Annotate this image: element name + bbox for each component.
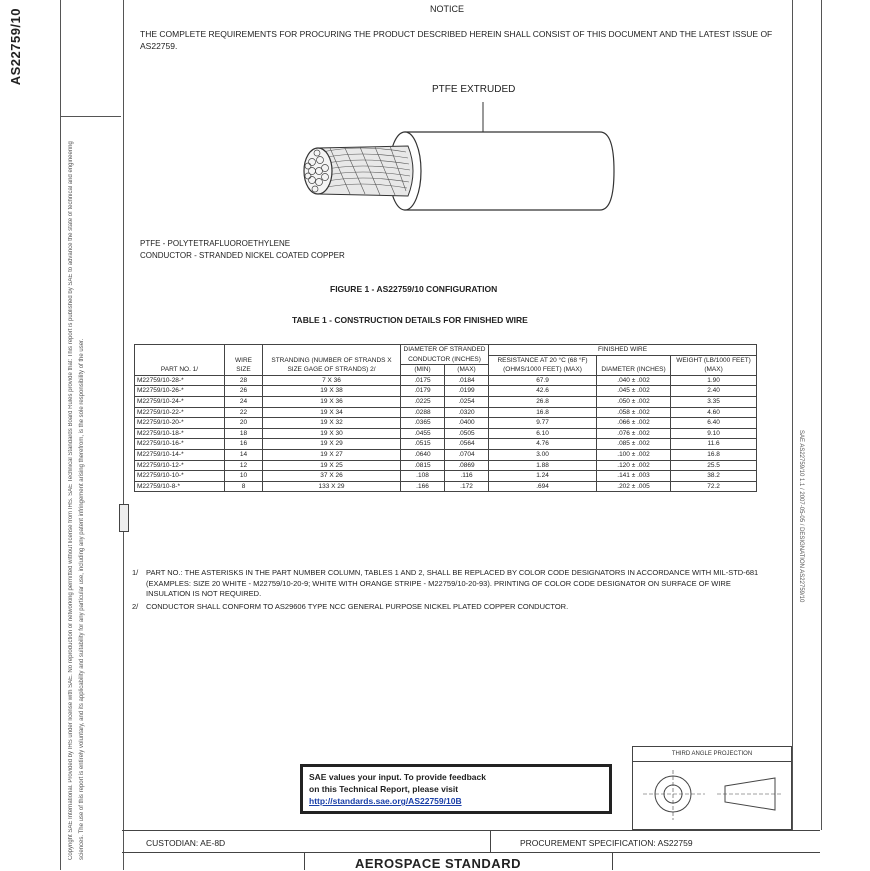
header-resistance: RESISTANCE AT 20 °C (68 °F) (OHMS/1000 FEET) (MAX) <box>489 355 597 375</box>
cell-diameter-min: .0515 <box>401 439 445 450</box>
note-text: CONDUCTOR SHALL CONFORM TO AS29606 TYPE NCC GENERAL PURPOSE NICKEL PLATED COPPER CONDUCTOR. <box>146 601 569 611</box>
cell-part-no: M22759/10-20-* <box>135 418 225 429</box>
cell-diameter-min: .0179 <box>401 386 445 397</box>
projection-box <box>632 746 792 830</box>
cell-resistance: 6.10 <box>489 428 597 439</box>
cell-diameter-max: .0869 <box>445 460 489 471</box>
cell-finished-diameter: .066 ± .002 <box>597 418 671 429</box>
table-row <box>135 481 757 492</box>
cell-resistance: .694 <box>489 481 597 492</box>
cell-resistance: 1.88 <box>489 460 597 471</box>
table-row <box>135 428 757 439</box>
cell-resistance: 26.8 <box>489 396 597 407</box>
custodian-label: CUSTODIAN: AE-8D <box>146 838 226 848</box>
figure-caption: FIGURE 1 - AS22759/10 CONFIGURATION <box>330 284 498 294</box>
cell-wire-size: 16 <box>225 439 263 450</box>
figure-label: PTFE EXTRUDED <box>432 84 516 95</box>
table-row <box>135 386 757 397</box>
cell-diameter-min: .0640 <box>401 449 445 460</box>
cell-wire-size: 12 <box>225 460 263 471</box>
projection-title: THIRD ANGLE PROJECTION <box>633 747 791 762</box>
doc-id: AS22759/10 <box>8 8 23 86</box>
cell-stranding: 19 X 36 <box>263 396 401 407</box>
margin-tab <box>119 504 129 532</box>
table-caption: TABLE 1 - CONSTRUCTION DETAILS FOR FINISHED WIRE <box>292 315 528 325</box>
cell-wire-size: 8 <box>225 481 263 492</box>
cell-diameter-min: .0225 <box>401 396 445 407</box>
cell-finished-diameter: .202 ± .005 <box>597 481 671 492</box>
cell-part-no: M22759/10-8-* <box>135 481 225 492</box>
table-row <box>135 439 757 450</box>
table-row <box>135 418 757 429</box>
cell-resistance: 16.8 <box>489 407 597 418</box>
cell-finished-diameter: .050 ± .002 <box>597 396 671 407</box>
header-stranding: STRANDING (NUMBER OF STRANDS X SIZE GAGE OF STRANDS) 2/ <box>263 345 401 376</box>
cell-resistance: 9.77 <box>489 418 597 429</box>
cell-wire-size: 10 <box>225 471 263 482</box>
cell-part-no: M22759/10-10-* <box>135 471 225 482</box>
footer-column-divider <box>490 830 491 852</box>
cell-finished-diameter: .085 ± .002 <box>597 439 671 450</box>
cell-wire-size: 22 <box>225 407 263 418</box>
footer-divider-2 <box>122 852 820 853</box>
cell-stranding: 19 X 32 <box>263 418 401 429</box>
cell-weight: 4.60 <box>671 407 757 418</box>
doc-id-box <box>61 0 121 117</box>
cell-weight: 25.5 <box>671 460 757 471</box>
header-finished-wire: FINISHED WIRE <box>489 345 757 356</box>
feedback-line-2: on this Technical Report, please visit <box>309 784 459 794</box>
header-diameter: DIAMETER (INCHES) <box>597 355 671 375</box>
cell-diameter-max: .0199 <box>445 386 489 397</box>
cell-weight: 3.35 <box>671 396 757 407</box>
cell-part-no: M22759/10-16-* <box>135 439 225 450</box>
cell-finished-diameter: .058 ± .002 <box>597 407 671 418</box>
cell-part-no: M22759/10-22-* <box>135 407 225 418</box>
cell-resistance: 1.24 <box>489 471 597 482</box>
cell-part-no: M22759/10-24-* <box>135 396 225 407</box>
procurement-spec-label: PROCUREMENT SPECIFICATION: AS22759 <box>520 838 693 848</box>
table-row <box>135 460 757 471</box>
cell-diameter-min: .0288 <box>401 407 445 418</box>
table-body <box>135 375 757 492</box>
cell-stranding: 19 X 25 <box>263 460 401 471</box>
header-part-no: PART NO. 1/ <box>135 345 225 376</box>
cell-diameter-min: .0365 <box>401 418 445 429</box>
cell-diameter-min: .108 <box>401 471 445 482</box>
feedback-link[interactable]: http://standards.sae.org/AS22759/10B <box>309 796 462 806</box>
footer-title-divider-left <box>304 852 305 870</box>
cell-diameter-min: .0455 <box>401 428 445 439</box>
cell-diameter-min: .166 <box>401 481 445 492</box>
cell-wire-size: 20 <box>225 418 263 429</box>
cell-wire-size: 28 <box>225 375 263 386</box>
definition-ptfe: PTFE - POLYTETRAFLUOROETHYLENE <box>140 239 291 248</box>
cell-finished-diameter: .141 ± .003 <box>597 471 671 482</box>
cell-diameter-max: .0564 <box>445 439 489 450</box>
cell-stranding: 19 X 34 <box>263 407 401 418</box>
cell-part-no: M22759/10-26-* <box>135 386 225 397</box>
document-type-title: AEROSPACE STANDARD <box>355 856 521 871</box>
table-row <box>135 407 757 418</box>
cell-finished-diameter: .045 ± .002 <box>597 386 671 397</box>
cell-resistance: 3.00 <box>489 449 597 460</box>
cell-weight: 38.2 <box>671 471 757 482</box>
header-max: (MAX) <box>445 365 489 376</box>
cell-diameter-max: .0254 <box>445 396 489 407</box>
third-angle-projection-symbol <box>633 762 791 830</box>
cell-resistance: 4.76 <box>489 439 597 450</box>
header-min: (MIN) <box>401 365 445 376</box>
table-row <box>135 471 757 482</box>
cell-diameter-max: .0704 <box>445 449 489 460</box>
cell-diameter-max: .0400 <box>445 418 489 429</box>
cell-stranding: 19 X 27 <box>263 449 401 460</box>
footer-title-divider-right <box>612 852 613 870</box>
cell-stranding: 37 X 26 <box>263 471 401 482</box>
figure-definitions <box>140 238 345 262</box>
cell-diameter-max: .0505 <box>445 428 489 439</box>
note-text: PART NO.: THE ASTERISKS IN THE PART NUMBER COLUMN, TABLES 1 AND 2, SHALL BE REPLACED BY COLOR CODE DESIGNATORS IN ACCORDANCE WITH MIL-STD-681 (EXAMPLES: SIZE 20 WHITE - M22759/10-20-9; WHITE WITH ORANGE STRIPE - M22759/10-20-93). PRINTING OF COLOR CODE DESIGNATOR ON SURFACE OF WIRE INSULATION IS NOT REQUIRED. <box>146 568 759 598</box>
cell-finished-diameter: .120 ± .002 <box>597 460 671 471</box>
notice-heading: NOTICE <box>430 4 465 14</box>
cell-wire-size: 18 <box>225 428 263 439</box>
cell-stranding: 133 X 29 <box>263 481 401 492</box>
construction-table <box>134 344 757 492</box>
header-weight: WEIGHT (LB/1000 FEET) (MAX) <box>671 355 757 375</box>
cell-weight: 2.40 <box>671 386 757 397</box>
cell-weight: 9.10 <box>671 428 757 439</box>
note-number: 2/ <box>132 601 139 611</box>
cell-weight: 11.6 <box>671 439 757 450</box>
definition-conductor: CONDUCTOR - STRANDED NICKEL COATED COPPER <box>140 251 345 260</box>
wire-illustration <box>290 96 620 226</box>
cell-finished-diameter: .076 ± .002 <box>597 428 671 439</box>
cell-diameter-max: .0184 <box>445 375 489 386</box>
cell-stranding: 7 X 36 <box>263 375 401 386</box>
cell-diameter-min: .0815 <box>401 460 445 471</box>
cell-wire-size: 14 <box>225 449 263 460</box>
cell-resistance: 67.9 <box>489 375 597 386</box>
cell-resistance: 42.6 <box>489 386 597 397</box>
cell-diameter-max: .0320 <box>445 407 489 418</box>
header-conductor-diameter: DIAMETER OF STRANDED CONDUCTOR (INCHES) <box>401 345 489 365</box>
table-row <box>135 449 757 460</box>
cell-weight: 72.2 <box>671 481 757 492</box>
cell-wire-size: 26 <box>225 386 263 397</box>
table-row <box>135 396 757 407</box>
legal-notice-text: Copyright SAE International. Provided by IHS under license with SAE. No reproduction or networking permitted without license from IHS. SAE Technical Standards Board Rules provide that: This report is published by SAE to advance the state of technical and engineering sciences. The use of this report is entirely voluntary, and its applicability and suitability for any particular use, including any patent infringement arising therefrom, is the sole responsibility of the user. <box>68 141 85 860</box>
right-margin-frame <box>792 0 822 830</box>
cell-stranding: 19 X 29 <box>263 439 401 450</box>
cell-diameter-min: .0175 <box>401 375 445 386</box>
cell-weight: 1.90 <box>671 375 757 386</box>
cell-diameter-max: .116 <box>445 471 489 482</box>
footer-divider <box>122 830 820 831</box>
cell-wire-size: 24 <box>225 396 263 407</box>
cell-weight: 16.8 <box>671 449 757 460</box>
note-2 <box>132 602 772 613</box>
cell-finished-diameter: .100 ± .002 <box>597 449 671 460</box>
cell-finished-diameter: .040 ± .002 <box>597 375 671 386</box>
notes-section <box>132 568 772 614</box>
feedback-line-1: SAE values your input. To provide feedback <box>309 772 486 782</box>
cell-stranding: 19 X 38 <box>263 386 401 397</box>
cell-part-no: M22759/10-28-* <box>135 375 225 386</box>
right-margin-text: SAE AS22759/10 1.1 / 2007-05-05 / DESIGNATION AS22759/10 <box>798 430 804 603</box>
note-number: 1/ <box>132 568 139 577</box>
note-1 <box>132 568 772 600</box>
cell-diameter-max: .172 <box>445 481 489 492</box>
cell-weight: 6.40 <box>671 418 757 429</box>
intro-paragraph: THE COMPLETE REQUIREMENTS FOR PROCURING THE PRODUCT DESCRIBED HEREIN SHALL CONSIST OF THIS DOCUMENT AND THE LATEST ISSUE OF AS22759. <box>140 29 773 51</box>
table-row <box>135 375 757 386</box>
cell-part-no: M22759/10-12-* <box>135 460 225 471</box>
cell-part-no: M22759/10-18-* <box>135 428 225 439</box>
cell-part-no: M22759/10-14-* <box>135 449 225 460</box>
cell-stranding: 19 X 30 <box>263 428 401 439</box>
header-wire-size: WIRE SIZE <box>225 345 263 376</box>
feedback-box <box>300 764 612 814</box>
